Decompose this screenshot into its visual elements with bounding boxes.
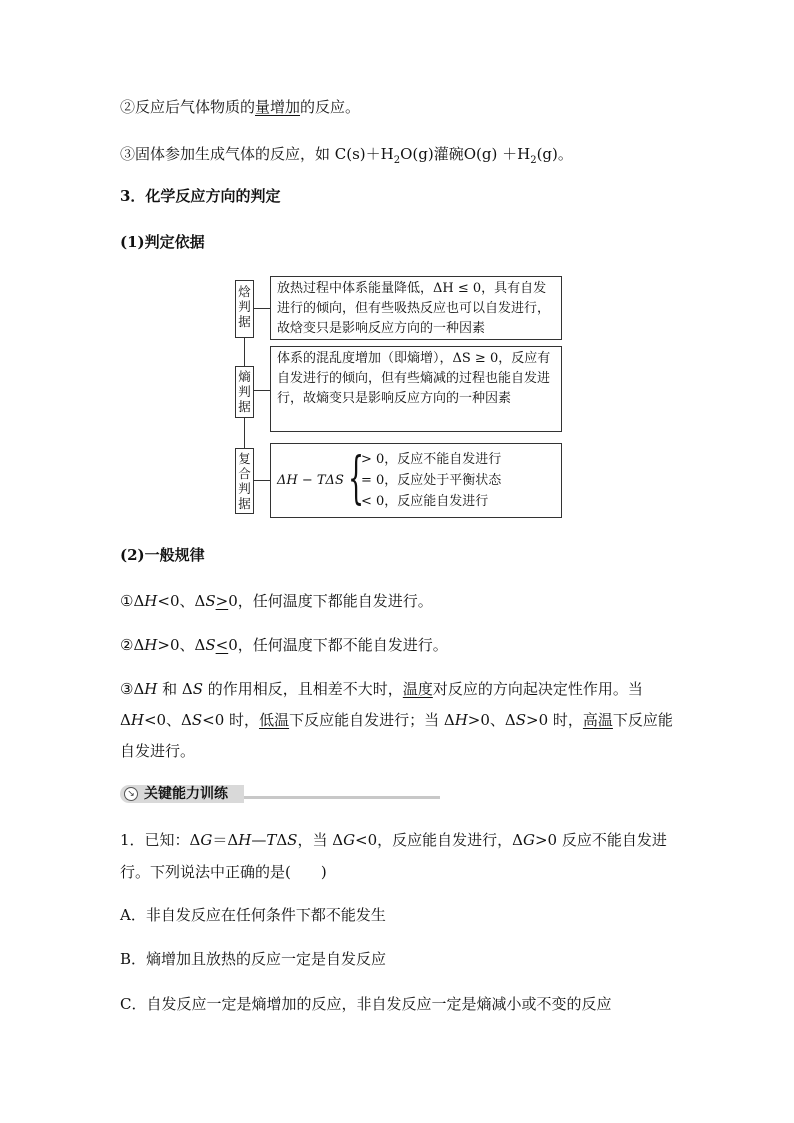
case-row	[361, 491, 501, 512]
combined-criterion-box	[270, 443, 562, 518]
variable: T	[266, 831, 277, 849]
text-segment: —	[251, 831, 267, 849]
variable: S	[192, 680, 204, 698]
case-symbol: > 0	[361, 452, 385, 467]
case-text: ，反应能自发进行	[384, 494, 489, 509]
connector-line	[253, 308, 270, 309]
text-line-2	[120, 144, 573, 171]
entropy-criterion-text: 体系的混乱度增加（即熵增），ΔS ≥ 0，反应有自发进行的倾向，但有些熵减的过程也能自发进行，故熵变只是影响反应方向的一种因素	[270, 346, 562, 432]
label-text: 复合判据	[238, 451, 251, 511]
text-segment: <0、Δ	[143, 711, 192, 729]
gibbs-formula: ΔH − TΔS	[277, 473, 344, 488]
connector-line	[253, 390, 270, 391]
variable: S	[191, 711, 203, 729]
case-symbol: = 0	[361, 473, 385, 488]
rule-3-line-2	[120, 710, 673, 730]
text-segment: ①Δ	[120, 592, 145, 610]
label-enthalpy-criterion	[235, 280, 254, 338]
case-text: ，反应处于平衡状态	[384, 473, 502, 488]
text-segment: <0、Δ	[157, 592, 206, 610]
variable: G	[343, 831, 356, 849]
variable: G	[523, 831, 535, 849]
label-text: 熵判据	[238, 369, 251, 414]
underlined-symbol: >	[215, 592, 229, 610]
rule-1	[120, 591, 433, 611]
variable: S	[287, 831, 298, 849]
option-c: C．自发反应一定是熵增加的反应，非自发反应一定是熵减小或不变的反应	[120, 995, 612, 1013]
text-segment: 下反应能	[612, 711, 673, 729]
case-row	[361, 470, 501, 491]
subscript: 2	[530, 155, 537, 166]
text-segment: 灌碗	[433, 145, 464, 163]
variable: H	[144, 680, 158, 698]
text-segment: 的作用相反，且相差不大时，	[203, 680, 403, 698]
text-segment: O(g)	[400, 145, 434, 163]
text-segment: Δ	[276, 831, 288, 849]
text-segment: 对反应的方向起决定性作用。当	[432, 680, 643, 698]
text-segment: <0 时，	[202, 711, 260, 729]
label-text: 焓判据	[238, 284, 251, 329]
text-segment: ，当 Δ	[297, 831, 344, 849]
text-segment: 的反应。	[300, 98, 361, 116]
connector-line	[244, 418, 245, 448]
enthalpy-criterion-text: 放热过程中体系能量降低，ΔH ≤ 0，具有自发进行的倾向，但有些吸热反应也可以自发进行，故焓变只是影响反应方向的一种因素	[270, 276, 562, 340]
variable: S	[205, 636, 216, 654]
underlined-term: 温度	[402, 680, 433, 698]
subheading-general-rules: (2)一般规律	[120, 546, 205, 564]
text-segment: ②Δ	[120, 636, 145, 654]
variable: S	[205, 592, 216, 610]
rule-3-line-1	[120, 679, 643, 699]
question-1-line-1	[120, 830, 667, 850]
text-segment: 1．已知：Δ	[120, 831, 201, 849]
text-segment: >0 反应不能自发进	[534, 831, 667, 849]
label-combined-criterion	[235, 448, 254, 514]
variable: H	[144, 636, 158, 654]
underlined-term: 高温	[582, 711, 613, 729]
underlined-symbol: <	[215, 636, 229, 654]
text-segment: >0 时，	[526, 711, 583, 729]
text-segment: >0、Δ	[157, 636, 206, 654]
section-title: 关键能力训练	[144, 786, 228, 802]
text-line-1	[120, 97, 360, 117]
brace: {	[348, 446, 365, 511]
text-segment: Δ	[120, 711, 131, 729]
case-row	[361, 449, 501, 470]
arrow-circle-icon: ↘	[124, 787, 138, 801]
variable: G	[200, 831, 213, 849]
option-a: A．非自发反应在任何条件下都不能发生	[120, 906, 386, 924]
text-segment: ＝Δ	[212, 831, 239, 849]
variable: H	[454, 711, 468, 729]
underlined-term: 量增加	[255, 98, 301, 116]
case-text: ，反应不能自发进行	[384, 452, 502, 467]
connector-line	[244, 338, 245, 366]
label-entropy-criterion	[235, 366, 254, 418]
question-1-line-2: 行。下列说法中正确的是( )	[120, 863, 327, 881]
text-segment: ③固体参加生成气体的反应，如 C(s)＋H	[120, 145, 394, 163]
section-rule	[244, 796, 440, 799]
text-segment: 下反应能自发进行；当 Δ	[289, 711, 455, 729]
case-list	[361, 449, 501, 512]
rule-2	[120, 635, 448, 655]
subheading-judgment-basis: (1)判定依据	[120, 233, 205, 251]
variable: H	[130, 711, 144, 729]
text-segment: (g)。	[536, 145, 573, 163]
text-segment: >0、Δ	[467, 711, 516, 729]
variable: H	[144, 592, 158, 610]
text-segment: 0，任何温度下都不能自发进行。	[228, 636, 448, 654]
underlined-term: 低温	[259, 711, 290, 729]
text-segment: O(g) ＋H	[463, 145, 531, 163]
section-header-bar	[120, 783, 440, 805]
text-segment: <0，反应能自发进行，Δ	[355, 831, 523, 849]
connector-line	[253, 480, 270, 481]
text-segment: ③Δ	[120, 680, 145, 698]
variable: H	[238, 831, 252, 849]
section-heading-3: 3．化学反应方向的判定	[120, 187, 281, 205]
text-segment: ②反应后气体物质的	[120, 98, 256, 116]
text-segment: 和 Δ	[157, 680, 193, 698]
variable: S	[515, 711, 527, 729]
text-segment: 0，任何温度下都能自发进行。	[228, 592, 433, 610]
subscript: 2	[393, 155, 401, 166]
option-b: B．熵增加且放热的反应一定是自发反应	[120, 950, 387, 968]
case-symbol: < 0	[361, 494, 385, 509]
rule-3-line-3: 自发进行。	[120, 742, 196, 760]
